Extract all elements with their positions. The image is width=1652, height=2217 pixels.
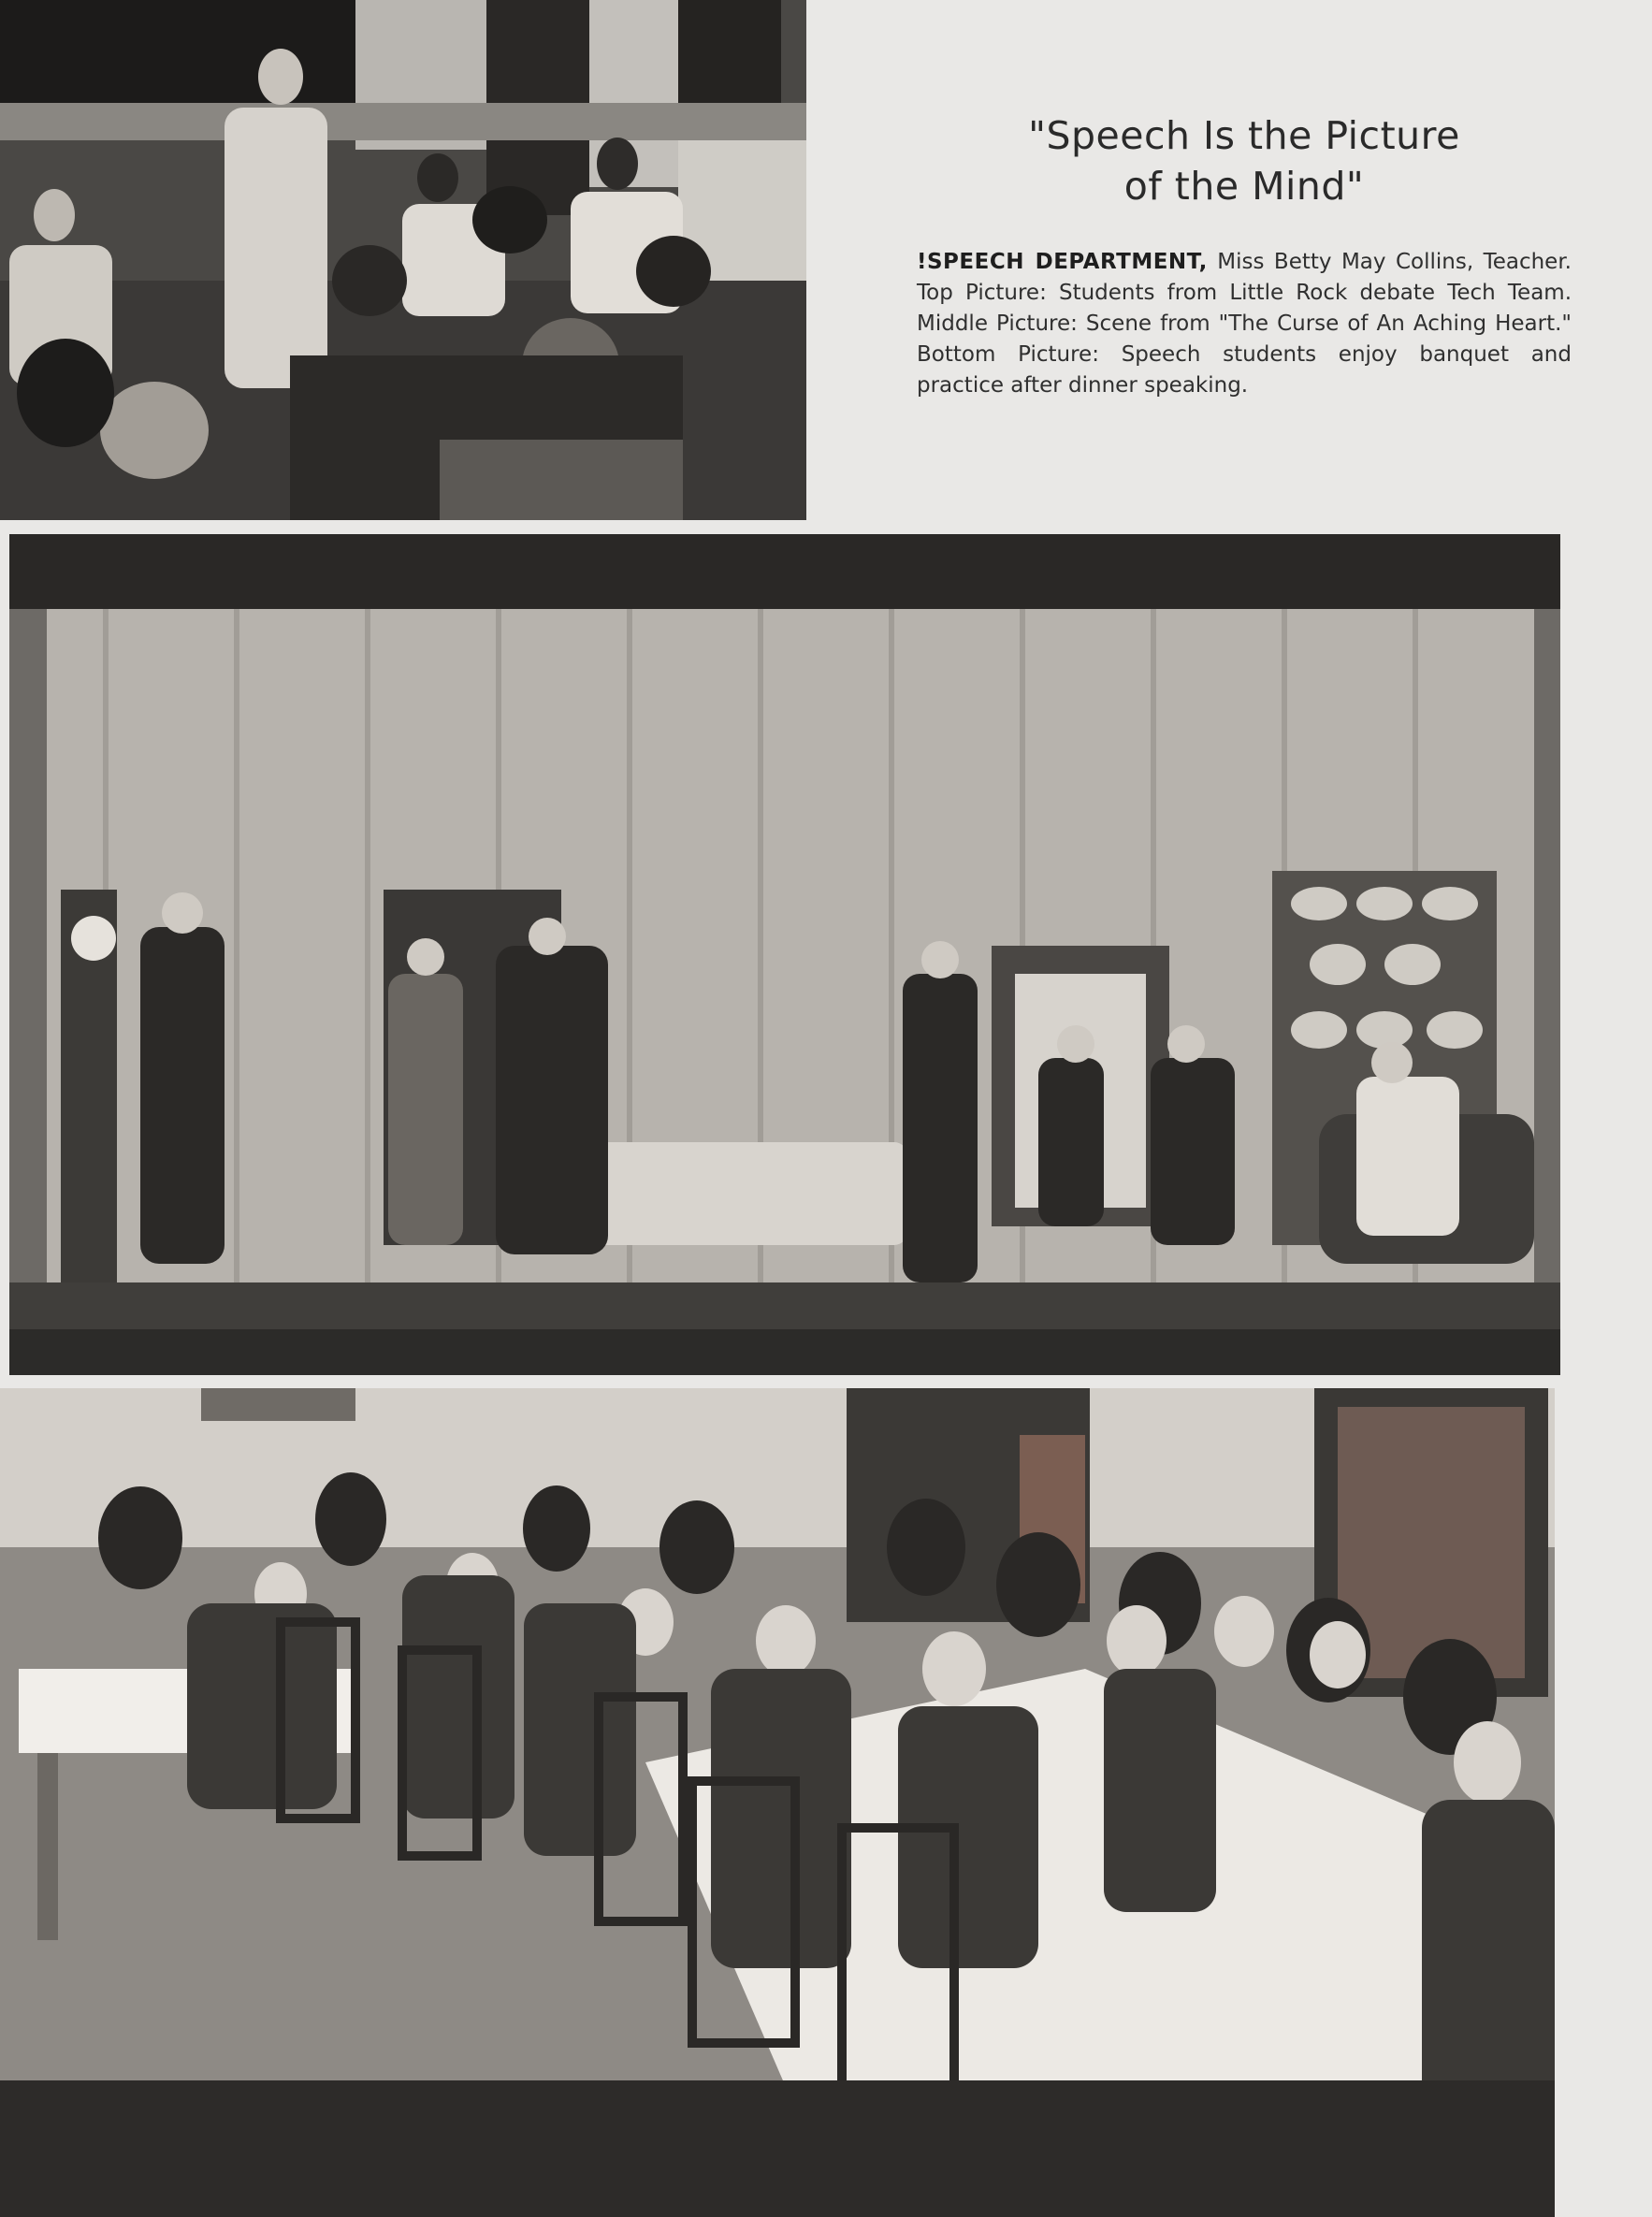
page-title-line-2: of the Mind" (1123, 164, 1365, 209)
page-title (935, 110, 1553, 211)
banquet-photo-art (0, 1388, 1555, 2217)
middle-photo-play-scene (9, 534, 1560, 1375)
play-scene-photo-art (9, 534, 1560, 1375)
caption-text: Miss Betty May Collins, Teacher. Top Picture: Students from Little Rock debate Tech Team. Middle Picture: Scene from "The Curse of An Aching Heart." Bottom Picture: Speech students enjoy banquet and practice after dinner speaking. (917, 250, 1572, 398)
page-title-line-1: "Speech Is the Picture (1028, 113, 1460, 158)
top-photo-debate (0, 0, 806, 520)
bottom-photo-banquet (0, 1388, 1555, 2217)
debate-photo-art (0, 0, 806, 520)
caption-paragraph (917, 247, 1572, 401)
caption-lead: !SPEECH DEPARTMENT, (917, 250, 1208, 274)
